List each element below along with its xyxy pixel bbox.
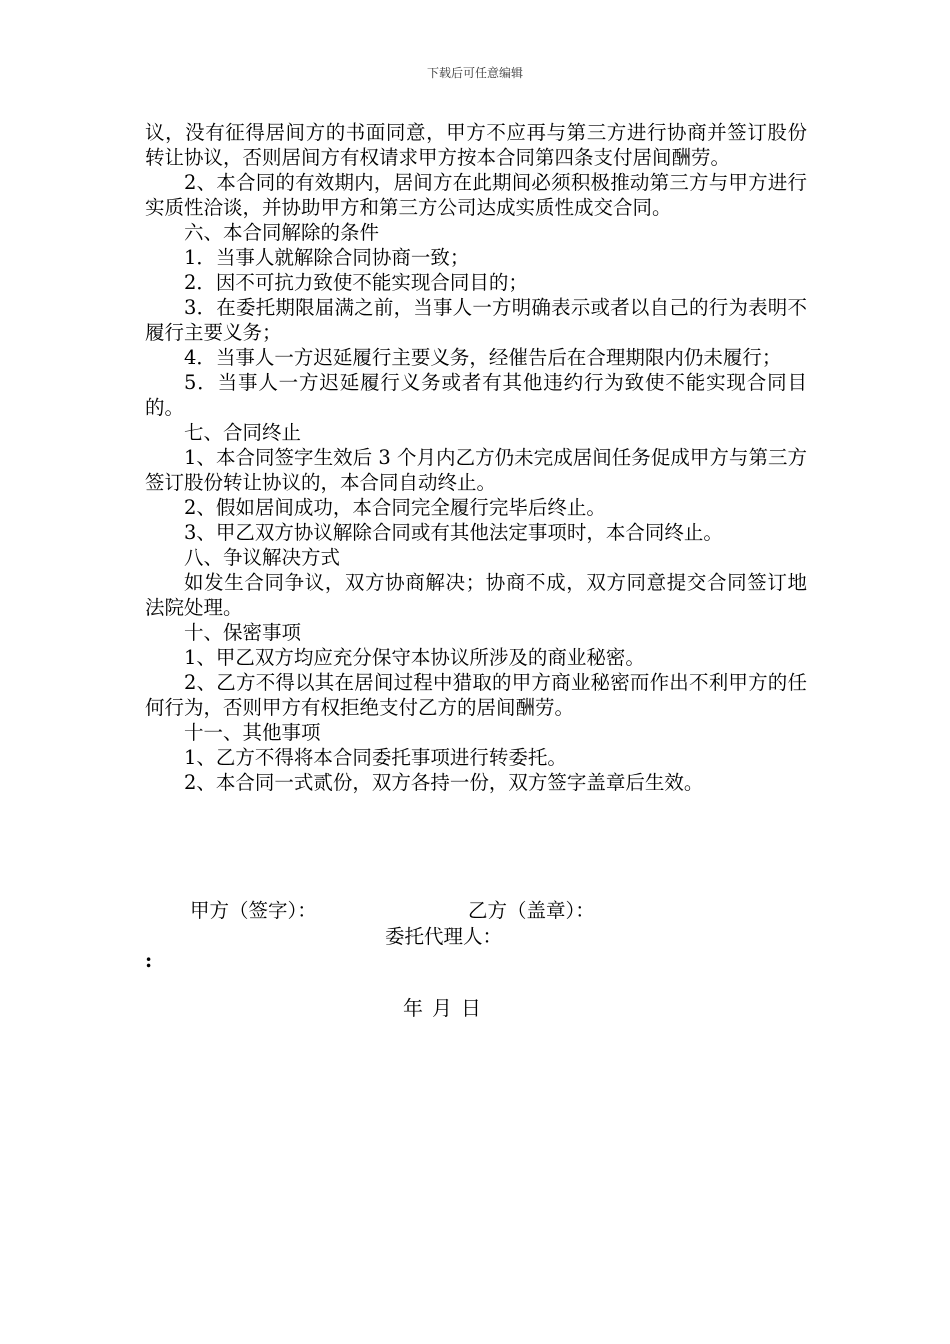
paragraph-clause: 2、乙方不得以其在居间过程中猎取的甲方商业秘密而作出不利甲方的任何行为，否则甲方有权拒绝支付乙方的居间酬劳。: [145, 671, 807, 719]
paragraph-clause: 2．因不可抗力致使不能实现合同目的；: [184, 271, 528, 294]
party-b-seal-label: 乙方（盖章）：: [468, 899, 595, 922]
section-heading-dispute-resolution: 八、争议解决方式: [184, 546, 341, 569]
party-a-signature-label: 甲方（签字）：: [190, 899, 317, 922]
paragraph-clause: 3．在委托期限届满之前，当事人一方明确表示或者以自己的行为表明不履行主要义务；: [145, 296, 807, 344]
contract-body: [145, 120, 807, 795]
paragraph-clause: 2、本合同的有效期内，居间方在此期间必须积极推动第三方与甲方进行实质性洽谈，并协助甲方和第三方公司达成实质性成交合同。: [145, 171, 807, 219]
paragraph-clause: 4．当事人一方迟延履行主要义务，经催告后在合理期限内仍未履行；: [184, 346, 782, 369]
section-heading-confidentiality: 十、保密事项: [184, 621, 302, 644]
section-heading-termination-conditions: 六、本合同解除的条件: [184, 221, 380, 244]
paragraph-clause: 3、甲乙双方协议解除合同或有其他法定事项时，本合同终止。: [184, 521, 723, 544]
paragraph-clause: 1、甲乙双方均应充分保守本协议所涉及的商业秘密。: [184, 646, 645, 669]
date-line: 年月日: [403, 996, 490, 1020]
paragraph-clause: 1．当事人就解除合同协商一致；: [184, 246, 470, 269]
paragraph-clause: 2、假如居间成功，本合同完全履行完毕后终止。: [184, 496, 606, 519]
paragraph-clause: 5．当事人一方迟延履行义务或者有其他违约行为致使不能实现合同目的。: [145, 371, 807, 419]
paragraph-clause: 2、本合同一式贰份，双方各持一份，双方签字盖章后生效。: [184, 771, 704, 794]
paragraph-continuation: 议，没有征得居间方的书面同意，甲方不应再与第三方进行协商并签订股份转让协议，否则居间方有权请求甲方按本合同第四条支付居间酬劳。: [145, 121, 807, 169]
section-heading-other-matters: 十一、其他事项: [184, 721, 321, 744]
section-heading-contract-termination: 七、合同终止: [184, 421, 302, 444]
stray-colon: :: [145, 949, 153, 972]
paragraph-clause: 如发生合同争议，双方协商解决；协商不成，双方同意提交合同签订地法院处理。: [145, 571, 807, 619]
paragraph-clause: 1、本合同签字生效后 3 个月内乙方仍未完成居间任务促成甲方与第三方签订股份转让协议的，本合同自动终止。: [145, 446, 807, 494]
agent-label: 委托代理人：: [385, 925, 503, 948]
page-header: 下载后可任意编辑: [426, 66, 523, 80]
paragraph-clause: 1、乙方不得将本合同委托事项进行转委托。: [184, 746, 567, 769]
